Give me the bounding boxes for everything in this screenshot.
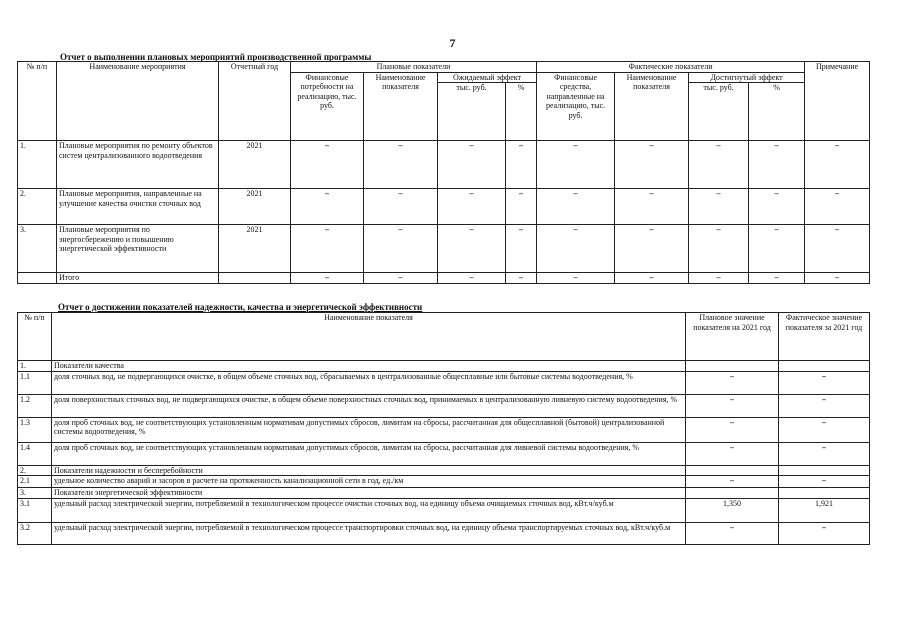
- header-actual: Фактические показатели: [537, 62, 805, 73]
- row-plan-value: –: [686, 442, 779, 465]
- row-num: 1.3: [18, 417, 52, 442]
- row-fact-value: –: [779, 371, 870, 394]
- row-plan-value: [686, 465, 779, 476]
- row-value: –: [689, 189, 749, 225]
- header-plan-financial: Финансовые потребности на реализацию, тыс. руб.: [291, 72, 364, 141]
- row-plan-value: 1,350: [686, 498, 779, 522]
- row-plan-value: [686, 361, 779, 372]
- row-indicator-name: удельный расход электрической энергии, потребляемой в технологическом процессе очистки сточных вод, на единицу объема очищаемых сточных вод, кВт.ч/куб.м: [52, 498, 686, 522]
- row-value: –: [749, 189, 805, 225]
- total-value: –: [438, 273, 506, 284]
- header-note: Примечание: [805, 62, 870, 141]
- row-fact-value: –: [779, 522, 870, 544]
- total-year: [219, 273, 291, 284]
- header-expected-thousand-rub: тыс. руб.: [438, 83, 506, 141]
- total-value: –: [506, 273, 537, 284]
- table-row: [18, 476, 870, 488]
- total-label: Итого: [57, 273, 219, 284]
- table1-title: Отчет о выполнении плановых мероприятий производственной программы: [60, 52, 372, 62]
- total-value: –: [537, 273, 615, 284]
- row-year: 2021: [219, 141, 291, 189]
- row-value: –: [615, 141, 689, 189]
- row-num: 3.: [18, 225, 57, 273]
- row-fact-value: [779, 465, 870, 476]
- row-plan-value: –: [686, 371, 779, 394]
- total-value: –: [364, 273, 438, 284]
- row-num: 1.1: [18, 371, 52, 394]
- row-value: –: [689, 225, 749, 273]
- row-value: –: [615, 189, 689, 225]
- row-indicator-name: доля поверхностных сточных вод, не подвергающихся очистке, в общем объеме поверхностных сточных вод, принимаемых в централизованную ливневую систему водоотведения, %: [52, 394, 686, 417]
- row-plan-value: –: [686, 522, 779, 544]
- row-indicator-name: Показатели надежности и бесперебойности: [52, 465, 686, 476]
- row-num: 1.: [18, 361, 52, 372]
- row-num: 3.1: [18, 498, 52, 522]
- row-plan-value: –: [686, 417, 779, 442]
- table-row: [18, 225, 870, 273]
- row-indicator-name: доля проб сточных вод, не соответствующих установленным нормативам допустимых сбросов, лимитам на сбросы, рассчитанная для общесплавной (бытовой) централизованной системы водоотведения, %: [52, 417, 686, 442]
- row-plan-value: –: [686, 394, 779, 417]
- table-row: [18, 417, 870, 442]
- row-value: –: [537, 189, 615, 225]
- row-year: 2021: [219, 225, 291, 273]
- header-plan-value: Плановое значение показателя на 2021 год: [686, 313, 779, 361]
- row-value: –: [364, 225, 438, 273]
- row-indicator-name: доля проб сточных вод, не соответствующих установленным нормативам допустимых сбросов, лимитам на сбросы, рассчитанная для ливневой системы водоотведения, %: [52, 442, 686, 465]
- row-fact-value: –: [779, 394, 870, 417]
- total-value: –: [689, 273, 749, 284]
- row-fact-value: –: [779, 442, 870, 465]
- header-fact-indicator: Наименование показателя: [615, 72, 689, 141]
- section-row: [18, 488, 870, 499]
- total-num: [18, 273, 57, 284]
- header-planned: Плановые показатели: [291, 62, 537, 73]
- row-value: –: [805, 141, 870, 189]
- row-measure-name: Плановые мероприятия по ремонту объектов систем централизованного водоотведения: [57, 141, 219, 189]
- row-value: –: [537, 141, 615, 189]
- row-fact-value: –: [779, 476, 870, 488]
- row-indicator-name: Показатели энергетической эффективности: [52, 488, 686, 499]
- row-value: –: [506, 225, 537, 273]
- header-fact-value: Фактическое значение показателя за 2021 год: [779, 313, 870, 361]
- row-value: –: [537, 225, 615, 273]
- row-value: –: [749, 225, 805, 273]
- row-num: 2.: [18, 465, 52, 476]
- total-value: –: [291, 273, 364, 284]
- row-plan-value: [686, 488, 779, 499]
- reliability-indicators-table: [17, 312, 870, 545]
- row-num: 3.: [18, 488, 52, 499]
- row-value: –: [438, 141, 506, 189]
- row-value: –: [291, 189, 364, 225]
- table-row: [18, 394, 870, 417]
- table2-title: Отчет о достижении показателей надежности, качества и энергетической эффективности: [58, 302, 423, 312]
- total-row: [18, 273, 870, 284]
- row-value: –: [438, 225, 506, 273]
- row-value: –: [364, 189, 438, 225]
- section-row: [18, 465, 870, 476]
- row-value: –: [438, 189, 506, 225]
- row-value: –: [506, 141, 537, 189]
- header-plan-indicator: Наименование показателя: [364, 72, 438, 141]
- total-value: –: [749, 273, 805, 284]
- table2-header-row: [18, 313, 870, 361]
- table1-header-row: [18, 62, 870, 73]
- header-num: № п/п: [18, 62, 57, 141]
- table-row: [18, 522, 870, 544]
- row-indicator-name: удельный расход электрической энергии, потребляемой в технологическом процессе транспортировки сточных вод, на единицу объема транспортируемых сточных вод, кВт.ч/куб.м: [52, 522, 686, 544]
- row-num: 1.4: [18, 442, 52, 465]
- header-achieved-effect: Достигнутый эффект: [689, 72, 805, 83]
- header-num: № п/п: [18, 313, 52, 361]
- row-value: –: [689, 141, 749, 189]
- row-year: 2021: [219, 189, 291, 225]
- row-plan-value: –: [686, 476, 779, 488]
- row-value: –: [291, 225, 364, 273]
- header-expected-percent: %: [506, 83, 537, 141]
- row-fact-value: [779, 488, 870, 499]
- table-row: [18, 189, 870, 225]
- row-num: 1.: [18, 141, 57, 189]
- row-indicator-name: удельное количество аварий и засоров в расчете на протяженность канализационной сети в год, ед./км: [52, 476, 686, 488]
- total-value: –: [805, 273, 870, 284]
- table-row: [18, 141, 870, 189]
- row-num: 2.: [18, 189, 57, 225]
- header-indicator-name: Наименование показателя: [52, 313, 686, 361]
- row-fact-value: [779, 361, 870, 372]
- page-number: 7: [449, 36, 456, 50]
- total-value: –: [615, 273, 689, 284]
- table-row: [18, 498, 870, 522]
- table-row: [18, 442, 870, 465]
- row-num: 3.2: [18, 522, 52, 544]
- row-value: –: [364, 141, 438, 189]
- row-measure-name: Плановые мероприятия, направленные на улучшение качества очистки сточных вод: [57, 189, 219, 225]
- row-fact-value: 1,921: [779, 498, 870, 522]
- header-fact-financial: Финансовые средства, направленные на реализацию, тыс. руб.: [537, 72, 615, 141]
- row-indicator-name: Показатели качества: [52, 361, 686, 372]
- header-achieved-thousand-rub: тыс. руб.: [689, 83, 749, 141]
- row-measure-name: Плановые мероприятия по энергосбережению и повышению энергетической эффективности: [57, 225, 219, 273]
- production-program-table: [17, 61, 870, 284]
- row-value: –: [506, 189, 537, 225]
- row-num: 1.2: [18, 394, 52, 417]
- row-value: –: [615, 225, 689, 273]
- row-fact-value: –: [779, 417, 870, 442]
- header-measure-name: Наименование мероприятия: [57, 62, 219, 141]
- header-achieved-percent: %: [749, 83, 805, 141]
- row-value: –: [805, 189, 870, 225]
- row-num: 2.1: [18, 476, 52, 488]
- row-indicator-name: доля сточных вод, не подвергающихся очистке, в общем объеме сточных вод, сбрасываемых в централизованные общесплавные или бытовые системы водоотведения, %: [52, 371, 686, 394]
- section-row: [18, 361, 870, 372]
- header-expected-effect: Ожидаемый эффект: [438, 72, 537, 83]
- header-report-year: Отчетный год: [219, 62, 291, 141]
- row-value: –: [749, 141, 805, 189]
- table-row: [18, 371, 870, 394]
- row-value: –: [291, 141, 364, 189]
- row-value: –: [805, 225, 870, 273]
